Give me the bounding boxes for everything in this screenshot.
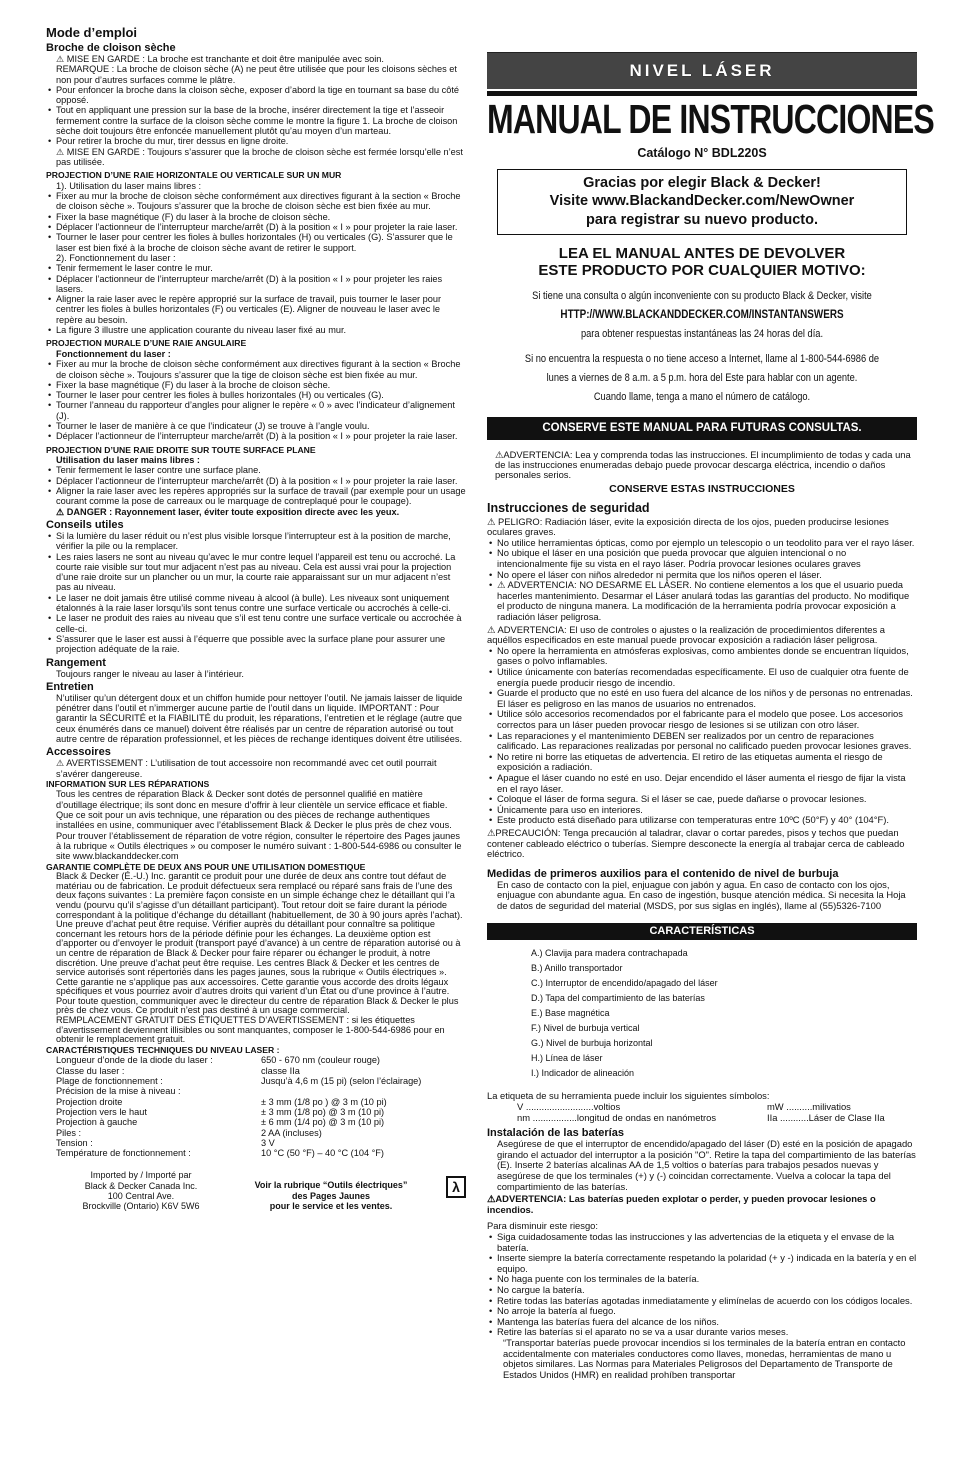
advertencia-2: ⚠ ADVERTENCIA: El uso de controles o ajustes o la realización de procedimientos diferentes a aquéllos especificados en este manual puede provocar exposición a radiación láser peligrosa. [487, 623, 886, 646]
list-item: • Retire las baterías si el aparato no se va a usar durante varios meses. [487, 1327, 917, 1338]
list-item: • Guarde el producto que no esté en uso fuera del alcance de los niños y de personas no entrenadas. El láser es peligroso en las manos de usuarios no entrenados. [487, 688, 917, 709]
carac-title: CARACTÉRISTIQUES TECHNIQUES DU NIVEAU LASER : [46, 1044, 280, 1055]
table-row: Plage de fonctionnement : Jusqu’à 4,6 m (15 pi) (selon l’éclairage) [56, 1076, 422, 1087]
info-text: Tous les centres de réparation Black & Decker sont dotés de personnel qualifié en matière d’outillage électrique; ils sont donc en mesure d’offrir à leur clientèle un service efficace et fiable. Que ce soit pour un avis technique, une réparation ou des pièces de rechange authentiques installées en usine, communiquer avec l’établissement Black & Decker le plus près de chez vous. Pour trouver l’établissement de réparation de votre région, consulter le répertoire des Pages jaunes à la rubrique « Outils électriques » ou composer le numéro suivant : 1-800-544-6986 ou consulter le site www.blackanddecker.com [56, 789, 462, 862]
yellow-pages-logo-icon: λ [446, 1176, 466, 1198]
list-item: • Si la lumière du laser réduit ou n’est plus visible lorsque l’interrupteur est à la position de marche, vérifier la pile ou la remplacer. [46, 531, 466, 552]
list-item: • No utilice herramientas ópticas, como por ejemplo un telescopio o un teodolito para ver el rayo láser. [487, 538, 917, 549]
list-item: • Aligner la raie laser avec le repère approprié sur la surface de travail, puis tourner le laser pour centrer les fioles à bulles horizontales (F) ou verticales (E). Aligner de nouveau le laser avec le repère au besoin. [46, 294, 466, 325]
first-aid-text: En caso de contacto con la piel, enjuague con jabón y agua. En caso de contacto con los ojos, enjuague con abundante agua. En caso de ingestión, busque atención médica. Si necesita la Hoja de datos de seguridad del material (MSDS, por sus siglas en inglés), llame al (55)5326-7100 [497, 878, 906, 911]
table-row: Projection à gauche ± 6 mm (1/4 po) @ 3 m (10 pi) [56, 1117, 385, 1128]
list-item: E.) Base magnética [531, 1008, 610, 1019]
list-item: • Utilice sólo accesorios recomendados por el fabricante para el modelo que posee. Los accesorios correctos para un láser pueden provocar riesgo de lesiones si se utilizan con otro láser. [487, 709, 917, 730]
battery-warning: ⚠ADVERTENCIA: Las baterías pueden explotar o perder, y pueden provocar lesiones o incendios. [487, 1193, 876, 1215]
list-item: • Fixer la base magnétique (F) du laser à la broche de cloison sèche. [46, 380, 466, 390]
table-row: Piles : 2 AA (incluses) [56, 1127, 322, 1138]
table-row: Classe du laser : classe IIa [56, 1065, 300, 1076]
broche-warning: ⚠ MISE EN GARDE : La broche est tranchante et doit être manipulée avec soin. [56, 54, 384, 64]
list-item: • Déplacer l’actionneur de l’interrupteur marche/arrêt (D) à la position « I » pour projeter les raies lasers. [46, 274, 466, 295]
table-row: Projection vers le haut ± 3 mm (1/8 po) @ 3 m (10 pi) [56, 1106, 385, 1117]
mode-title: Mode d’emploi [46, 25, 137, 40]
remplacement-text: REMPLACEMENT GRATUIT DES ÉTIQUETTES D’AVERTISSEMENT : si les étiquettes d’avertissement deviennent illisibles ou sont manquantes, composer le 1-800-544-6986 pour en obtenir le remplacement gratuit. [56, 1015, 445, 1045]
proj-h-title: PROJECTION D’UNE RAIE HORIZONTALE OU VERTICALE SUR UN MUR [46, 170, 342, 181]
table-row: Longueur d’onde de la diode du laser : 650 - 670 nm (couleur rouge) [56, 1055, 380, 1066]
list-item: • No haga puente con los terminales de la batería. [487, 1274, 917, 1285]
list-item: • Apague el láser cuando no esté en uso. Dejar encendido el láser aumenta el riesgo de fijar la vista en el rayo láser. [487, 773, 917, 794]
list-item: A.) Clavija para madera contrachapada [531, 948, 688, 959]
accessoires-text: ⚠ AVERTISSEMENT : L’utilisation de tout accessoire non recommandé avec cet outil pourrait s’avérer dangereuse. [56, 758, 437, 779]
proj-d-sub: Utilisation du laser mains libres : [56, 455, 200, 466]
list-item: • No opere la herramienta en atmósferas explosivas, como ambientes donde se encuentran líquidos, gases o polvo inflamables. [487, 646, 917, 667]
proj-h-sub1: 1). Utilisation du laser mains libres : [56, 180, 202, 191]
list-item: • Inserte siempre la batería correctamente respetando la polaridad (+ y -) indicada en la batería y en el equipo. [487, 1253, 917, 1274]
list-item: • Únicamente para uso en interiores. [487, 805, 917, 816]
table-row: Température de fonctionnement : 10 °C (50 °F) – 40 °C (104 °F) [56, 1148, 384, 1159]
first-aid-title: Medidas de primeros auxilios para el contenido de nivel de burbuja [487, 867, 839, 880]
list-item: • Las reparaciones y el mantenimiento DEBEN ser realizados por un centro de reparaciones calificado. Las reparaciones realizadas por personal no calificado pueden provocar lesiones graves. [487, 731, 917, 752]
list-item: • Le laser ne doit jamais être utilisé comme niveau à alcool (à bulle). Les niveaux sont uniquement étalonnés à la raie laser lorsqu’ils sont tenus contre une surface verticale ou accrochés à celle-ci. [46, 593, 466, 614]
features-list [487, 946, 917, 1081]
list-item: • Fixer la base magnétique (F) du laser à la broche de cloison sèche. [46, 212, 466, 222]
features-banner: CARACTERÍSTICAS [487, 923, 917, 940]
thanks-box: Gracias por elegir Black & Decker! Visite www.BlackandDecker.com/NewOwner para registrar su nuevo producto. [497, 169, 907, 236]
label-symbols-intro: La etiqueta de su herramienta puede incluir los siguientes símbolos: [487, 1090, 770, 1102]
list-item: • Tourner le laser de manière à ce que l’indicateur (J) se trouve à l’angle voulu. [46, 421, 466, 431]
risk-intro: Para disminuir este riesgo: [487, 1220, 598, 1232]
info-title: INFORMATION SUR LES RÉPARATIONS [46, 778, 210, 789]
table-row: Précision de la mise à niveau : [56, 1086, 181, 1097]
table-row: V ..........................voltios mW ..........milivatios [517, 1101, 851, 1113]
list-item: • No arroje la batería al fuego. [487, 1306, 917, 1317]
list-item: • Retire todas las baterías agotadas inmediatamente y elimínelas de acuerdo con los códigos locales. [487, 1296, 917, 1307]
broche-title: Broche de cloison sèche [46, 42, 176, 54]
list-item: • ⚠ ADVERTENCIA: NO DESARME EL LÁSER. No contiene elementos a los que el usuario pueda hacerles mantenimiento. Desarmar el Láser anulará todas las garantías del producto. No modifique el producto de ninguna manera. La modificación de la herramienta podría provocar exposición a radiación láser peligrosa. [487, 580, 917, 622]
list-item: • Siga cuidadosamente todas las instrucciones y las advertencias de la etiqueta y el envase de la batería. [487, 1232, 917, 1253]
rangement-text: Toujours ranger le niveau au laser à l’intérieur. [56, 668, 244, 679]
list-item: • Utilice únicamente con baterías recomendadas específicamente. El uso de cualquier otra fuente de energía puede producir riesgo de incendio. [487, 667, 917, 688]
transport-text: “Transportar baterías puede provocar incendios si los terminales de la batería entran en contacto accidentalmente con materiales conductores como llaves, monedas, herramientas de mano u objetos similares. Las Normas para Materiales Peligrosos del Departamento de Transporte de Estados Unidos (HMR) en realidad prohíben transportar [503, 1336, 906, 1380]
footer-left [46, 1170, 466, 1211]
list-item: • Tout en appliquant une pression sur la base de la broche, insérer directement la tige et l’asseoir fermement contre la surface de la cloison sèche comme le montre la figure 1. La broche de cloison sèche doit toujours être enfoncée manuellement plutôt qu’au moyen d’un marteau. [46, 105, 466, 136]
importer-address: Imported by / Importé par Black & Decker Canada Inc. 100 Central Ave. Brockville (Ontario) K6V 5W6 [82, 1170, 200, 1212]
catalog-number: Catálogo N° BDL220S [637, 146, 767, 160]
spanish-column [487, 52, 934, 1380]
list-item: • Tenir fermement le laser contre le mur. [46, 263, 466, 273]
main-warning: ⚠ADVERTENCIA: Lea y comprenda todas las instrucciones. El incumplimiento de todas y cada una de las instrucciones enumeradas debajo puede provocar descarga eléctrica, incendio o daños personales serios. [495, 449, 911, 481]
spec-table [46, 1055, 466, 1158]
list-item: • Fixer au mur la broche de cloison sèche conformément aux directives figurant à la section « Broche de cloison sèche ». Toujours s’assurer que la tige de cloison sèche est bien fixée au mur. [46, 359, 466, 380]
list-item: G.) Nivel de burbuja horizontal [531, 1038, 653, 1049]
list-item: • Tourner le laser pour centrer les fioles à bulles horizontales (H) ou verticales (G). [46, 390, 466, 400]
list-item: • S’assurer que le laser est aussi à l’équerre que possible avec la surface plane pour assurer une projection adéquate de la raie. [46, 634, 466, 655]
list-item: • Le laser ne produit des raies au niveau que s’il est tenu contre une surface verticale ou accrochée à celle-ci. [46, 613, 466, 634]
list-item: C.) Interruptor de encendido/apagado del láser [531, 978, 718, 989]
list-item: • Este producto está diseñado para utilizarse con temperaturas entre 10ºC (50°F) y 40° (104°F). [487, 815, 917, 826]
conserve-instructions: CONSERVE ESTAS INSTRUCCIONES [609, 483, 795, 496]
table-row: Tension : 3 V [56, 1137, 275, 1148]
rangement-title: Rangement [46, 656, 106, 669]
garantie-text: Black & Decker (É.-U.) Inc. garantit ce produit pour une durée de deux ans contre tout défaut de matériau ou de fabrication. Le produit défectueux sera remplacé ou réparé sans frais de l’une des deux façons suivantes : La première façon consiste en un simple échange chez le détaillant qui l’a vendu (pourvu qu’il s’agisse d’un détaillant participant). Tout retour doit se faire durant la période correspondant à la politique d’échange du détaillant (habituellement, de 30 à 90 jours après l’achat). Une preuve d’achat peut être requise. Vérifier auprès du détaillant pour connaître sa politique concernant les retours hors de la période définie pour les échanges. La deuxième option est d’apporter ou d’envoyer le produit (transport payé d’avance) à un centre de réparation autorisé ou à un centre de réparation de Black & Decker pour faire réparer ou échanger le produit, à notre discrétion. Une preuve d’achat peut être requise. Les centres Black & Decker et les centres de service autorisés sont répertoriés dans les pages jaunes, sous la rubrique « Outils électriques ». Cette garantie ne s’applique pas aux accessoires. Cette garantie vous accorde des droits légaux spécifiques et vous pourriez avoir d’autres droits qui varient d’un État ou d’une province à l’autre. Pour toute question, communiquer avec le directeur du centre de réparation Black & Decker le plus près de chez vous. Ce produit n’est pas destiné à un usage commercial. [56, 871, 463, 1016]
list-item: • Mantenga las baterías fuera del alcance de los niños. [487, 1317, 917, 1328]
garantie-title: GARANTIE COMPLÈTE DE DEUX ANS POUR UNE UTILISATION DOMESTIQUE [46, 861, 366, 872]
list-item: B.) Anillo transportador [531, 963, 623, 974]
conseils-title: Conseils utiles [46, 518, 124, 531]
table-row: Projection droite ± 3 mm (1/8 po ) @ 3 m (10 pi) [56, 1096, 387, 1107]
entretien-title: Entretien [46, 680, 94, 693]
list-item: • No cargue la batería. [487, 1285, 917, 1296]
list-item: F.) Nivel de burbuja vertical [531, 1023, 640, 1034]
proj-d-title: PROJECTION D’UNE RAIE DROITE SUR TOUTE SURFACE PLANE [46, 444, 316, 455]
list-item: • No retire ni borre las etiquetas de advertencia. El retiro de las etiquetas aumenta el riesgo de exposición a radiación. [487, 752, 917, 773]
danger-text: ⚠ DANGER : Rayonnement laser, éviter toute exposition directe avec les yeux. [56, 506, 400, 517]
entretien-text: N’utiliser qu’un détergent doux et un chiffon humide pour nettoyer l’outil. Ne jamais laisser de liquide pénétrer dans l’outil et n’immerger aucune partie de l’outil dans un liquide. IMPORTANT : Pour garantir la SÉCURITÉ et la FIABILITÉ du produit, les réparations, l’entretien et le réglage (autre que ceux énumérés dans ce manuel) doivent être réalisés par un centre de réparation autorisé ou tout autre centre de réparation professionnel, et les pièces de rechange identiques doivent être utilisées. [56, 692, 463, 744]
product-banner: NIVEL LÁSER [487, 52, 917, 89]
accessoires-title: Accessoires [46, 746, 111, 759]
battery-install-title: Instalación de las baterías [487, 1127, 624, 1140]
broche-warning-2: ⚠ MISE EN GARDE : Toujours s’assurer que la broche de cloison sèche est fermée lorsqu’elle n’est pas utilisée. [56, 146, 463, 167]
battery-install-text: Asegúrese de que el interruptor de encendido/apagado del láser (D) esté en la posición de apagado girando el actuador del interruptor a la posición "O". Retire la tapa del compartimiento de las baterías (E). Inserte 2 baterías alcalinas AA de 1,5 voltios o baterías para trabajos pesados nuevas y asegúrese de que los terminales (+) y (-) coincidan correctamente. Vuelva a colocar la tapa del compartimiento de las baterías. [497, 1138, 916, 1192]
contact-info: Si tiene una consulta o algún inconveniente con su producto Black & Decker, visite HTTP://WWW.BLACKANDDECKER.COM/INSTANTANSWERS para obtener respuestas instantáneas las 24 horas del día. Si no encuentra la respuesta o no tiene acceso a Internet, llame al 1-800-544-6986 de lunes a viernes de 8 a.m. a 5 p.m. hora del Este para hablar con un agente. Cuando llame, tenga a mano el número de catálogo. [524, 290, 880, 404]
list-item: • Tenir fermement le laser contre une surface plane. [46, 465, 466, 475]
list-item: • Pour enfoncer la broche dans la cloison sèche, exposer d’abord la tige en tournant sa base du côté opposé. [46, 85, 466, 106]
list-item: H.) Línea de láser [531, 1053, 603, 1064]
list-item: • Déplacer l’actionneur de l’interrupteur marche/arrêt (D) à la position « I » pour projeter la raie laser. [46, 476, 466, 486]
list-item: • Les raies lasers ne sont au niveau qu’avec le mur contre lequel l’appareil est tenu ou accroché. La courte raie visible sur tout mur adjacent n’est pas au niveau. Cela est aussi vrai pour la projection d’une raie droite sur un plancher ou un mur, la courte raie apparaissant sur un mur adjacent n’est pas au niveau. [46, 552, 466, 593]
proj-a-sub: Fonctionnement du laser : [56, 348, 171, 359]
broche-remarque: REMARQUE : La broche de cloison sèche (A) ne peut être utilisée que pour les cloisons sèches et non pour d’autres surfaces comme le plâtre. [56, 64, 457, 85]
list-item: • Tourner l’anneau du rapporteur d’angles pour aligner le repère « 0 » avec l’indicateur d’alignement (J). [46, 400, 466, 421]
instant-answers-url: HTTP://WWW.BLACKANDDECKER.COM/INSTANTANSWERS [560, 309, 844, 322]
list-item: • Fixer au mur la broche de cloison sèche conformément aux directives figurant à la section « Broche de cloison sèche ». Toujours s’assurer que la broche de cloison sèche est bien fixée au mur. [46, 191, 466, 212]
manual-title: MANUAL DE INSTRUCCIONES [487, 96, 934, 142]
list-item: • Tourner le laser pour centrer les fioles à bulles horizontales (H) ou verticales (G). S’assurer que le laser est bien fixé à la broche de cloison sèche avant de retirer le support. [46, 232, 466, 253]
proj-h-sub2: 2). Fonctionnement du laser : [56, 252, 176, 263]
list-item: D.) Tapa del compartimiento de las baterías [531, 993, 705, 1004]
list-item: • La figure 3 illustre une application courante du niveau laser fixé au mur. [46, 325, 466, 335]
list-item: • Déplacer l’actionneur de l’interrupteur marche/arrêt (D) à la position « I » pour projeter la raie laser. [46, 222, 466, 232]
safety-title: Instrucciones de seguridad [487, 500, 650, 515]
proj-a-title: PROJECTION MURALE D’UNE RAIE ANGULAIRE [46, 338, 247, 349]
list-item: • Déplacer l’actionneur de l’interrupteur marche/arrêt (D) à la position « I » pour projeter la raie laser. [46, 431, 466, 441]
peligro-text: ⚠ PELIGRO: Radiación láser, evite la exposición directa de los ojos, pueden producirse lesiones oculares graves. [487, 515, 889, 538]
list-item: • No opere el láser con niños alrededor ni permita que los niños operen el láser. [487, 570, 917, 581]
precaucion-text: ⚠PRECAUCIÓN: Tenga precaución al taladrar, clavar o cortar paredes, pisos y techos que puedan contener cableado eléctrico o tuberías. Siempre desconecte la energía al trabajar cerca de cableado eléctrico. [487, 826, 905, 860]
french-column [46, 26, 466, 1212]
list-item: I.) Indicador de alineación [531, 1068, 635, 1079]
list-item: • Aligner la raie laser avec les repères appropriés sur la surface de travail (par exemple pour un usage courant comme la pose de carreaux ou le marquage de contreplaqué pour le coupage). [46, 486, 466, 507]
list-item: • Coloque el láser de forma segura. Si el láser se cae, puede dañarse o provocar lesiones. [487, 794, 917, 805]
table-row: nm .................longitud de ondas en nanómetros IIa ...........Láser de Clase IIa [517, 1111, 885, 1123]
yellow-pages-note: Voir la rubrique “Outils électriques” des Pages Jaunes pour le service et les ventes. [254, 1180, 408, 1211]
read-manual-heading: LEA EL MANUAL ANTES DE DEVOLVER ESTE PRODUCTO POR CUALQUIER MOTIVO: [538, 245, 866, 280]
conserve-banner: CONSERVE ESTE MANUAL PARA FUTURAS CONSULTAS. [487, 417, 917, 440]
list-item: • Pour retirer la broche du mur, tirer dessus en ligne droite. [46, 136, 466, 146]
list-item: • No ubique el láser en una posición que pueda provocar que alguien intencional o no intencionalmente fije su vista en el rayo láser. Podría provocar lesiones oculares graves [487, 548, 917, 569]
